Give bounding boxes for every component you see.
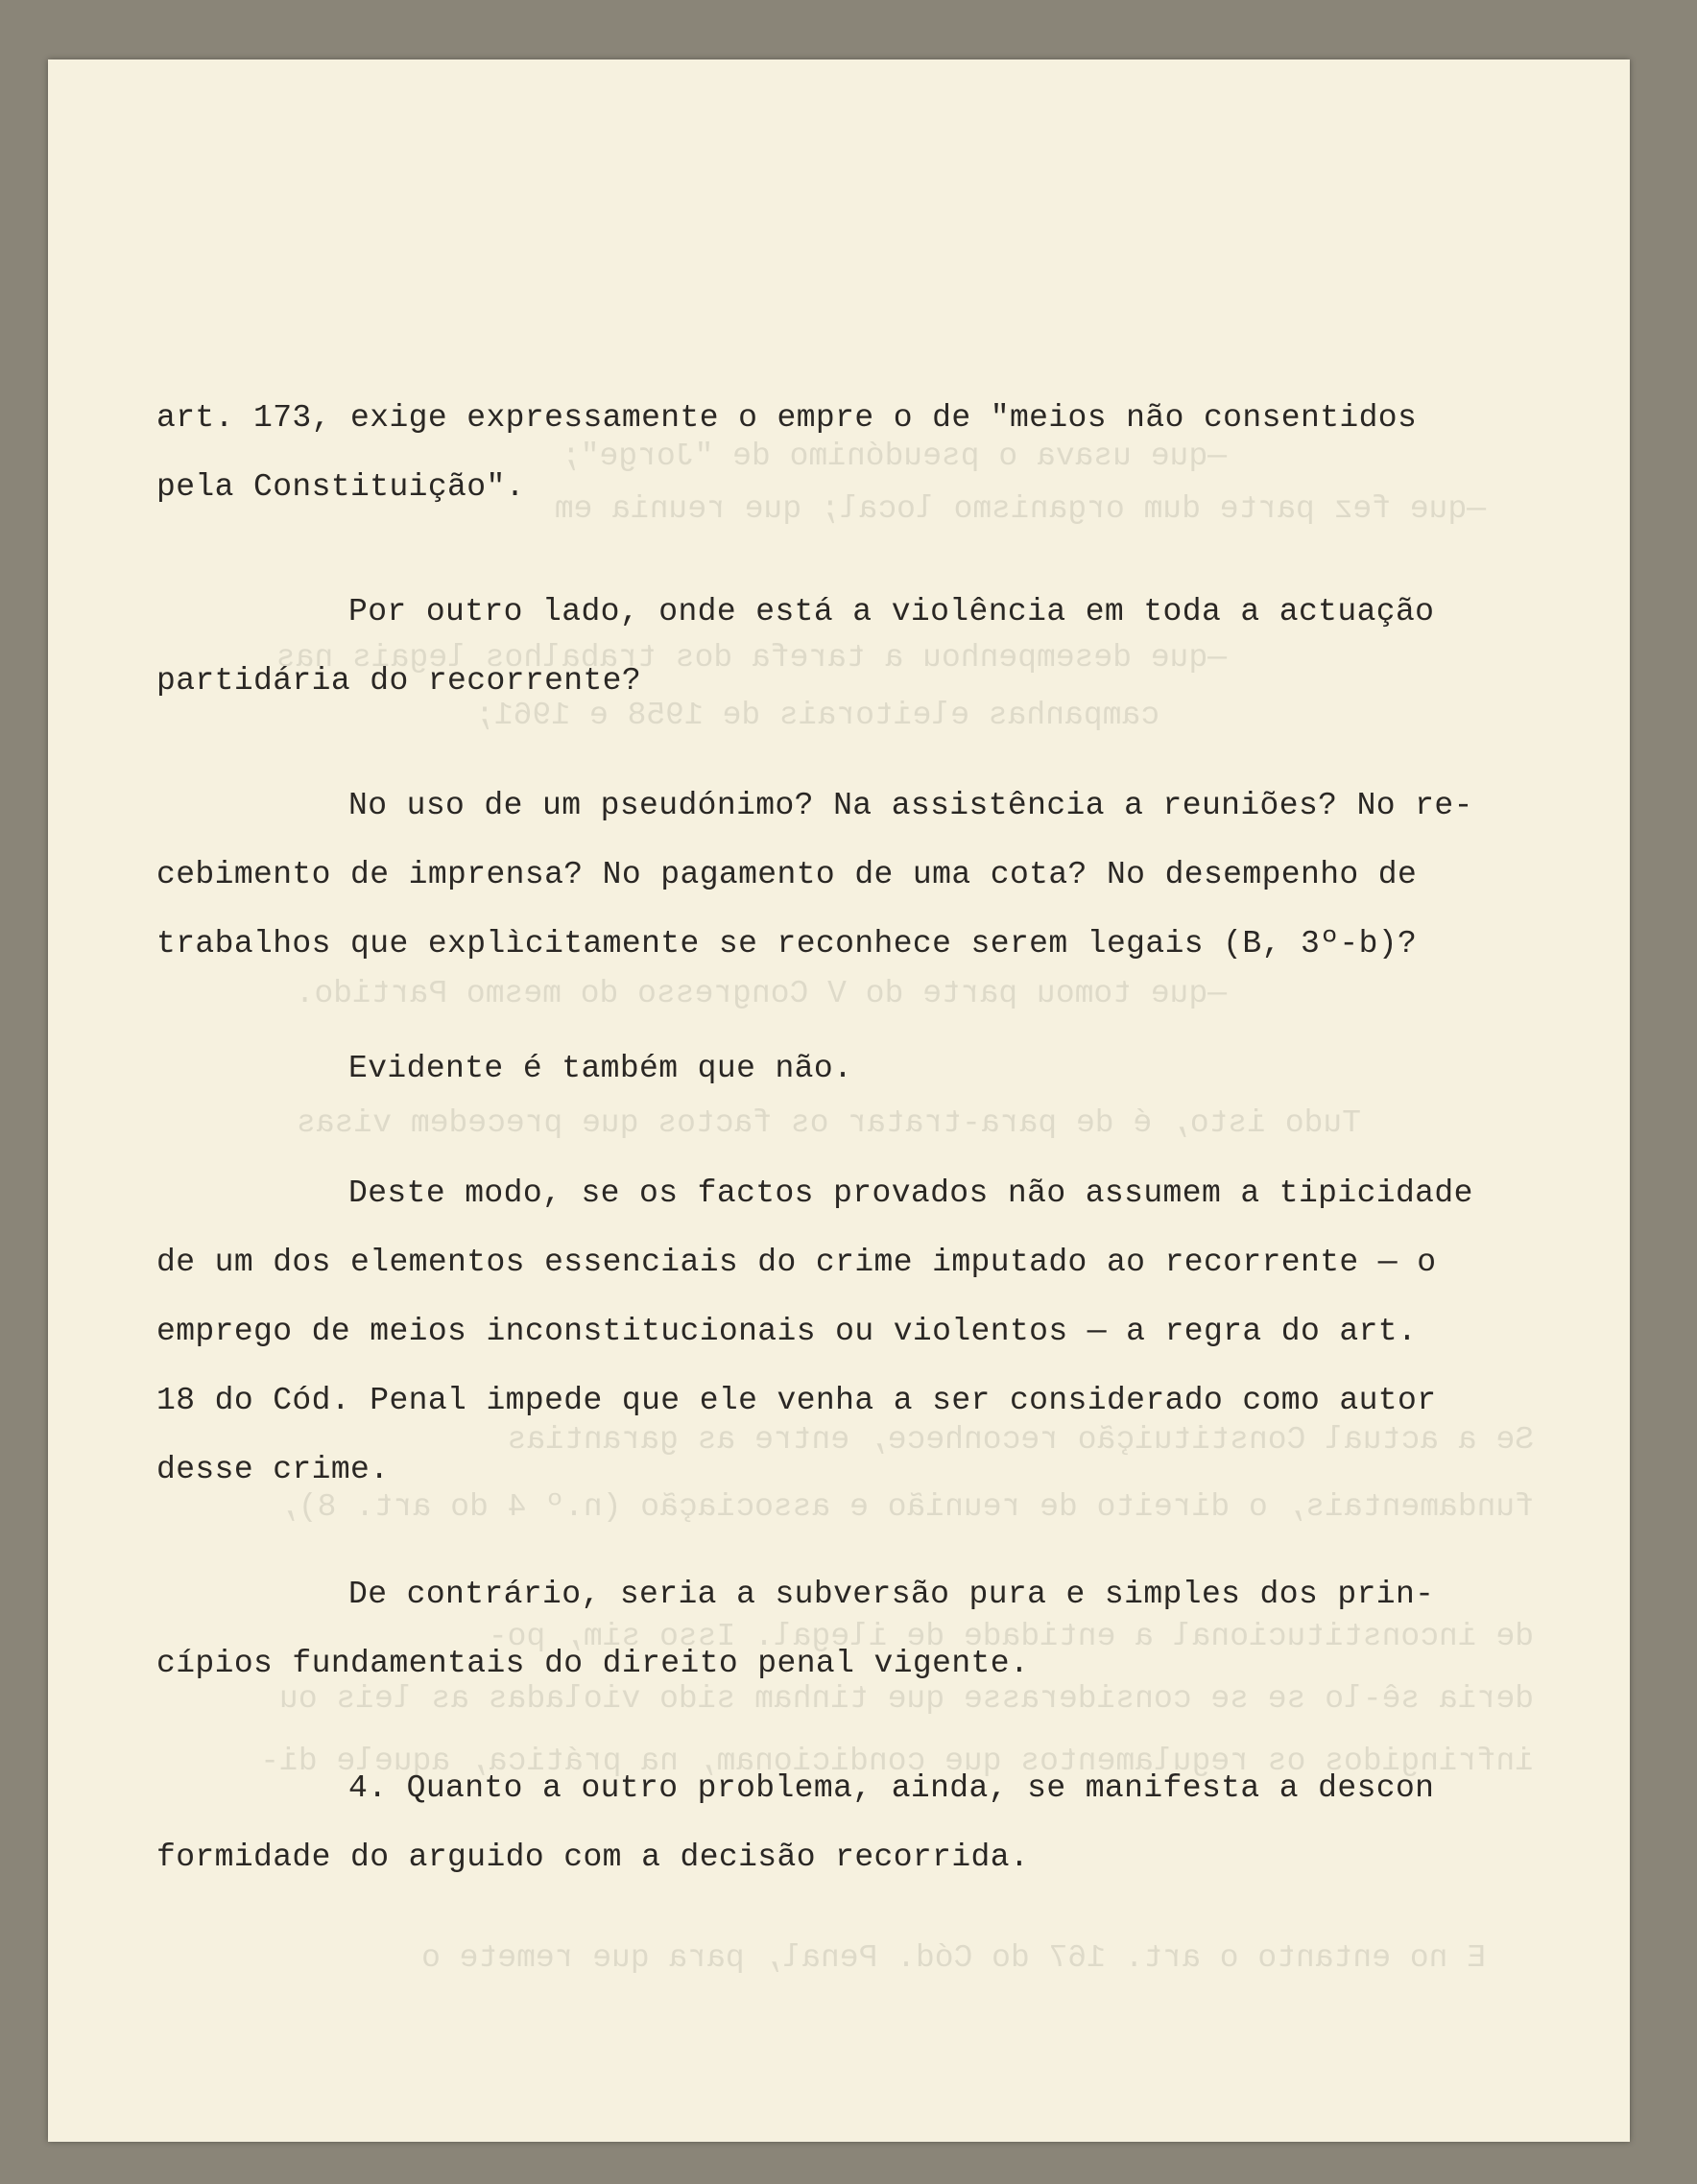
text-line: cípios fundamentais do direito penal vigente. — [156, 1646, 1030, 1681]
document-body — [156, 384, 1481, 1892]
text-line: Por outro lado, onde está a violência em toda a actuação — [348, 594, 1435, 629]
text-line: trabalhos que explìcitamente se reconhece serem legais (B, 3º-b)? — [156, 926, 1418, 961]
text-line: De contrário, seria a subversão pura e simples dos prin- — [348, 1577, 1435, 1612]
bleed-through-text: —que usava o pseudónimo de "Jorge"; —que fez parte dum organismo local; que reunia em —que desempenhou a tarefa dos trabalhos legais nas campanhas eleitorais de 1958 e 1961; —que tomou parte do V Congresso do mesmo Partido. Tudo isto, é de para-tratar os factos que precedem visas Se a actual Constituição reconhece, entre as garantias fundamentais, o direito de reunião e associação (n.º 4 do art. 8), de inconstitucional a entidade de ilegal. Isso sim, po- deria sê-lo se se considerasse que tinham sido violadas as leis ou infringidos os regulamentos que condicionam, na prática, aquele di- E no entanto o art. 167 do Cód. Penal, para que remete o — [260, 439, 1534, 1976]
paragraph — [156, 1560, 1481, 1698]
text-line: Evidente é também que não. — [348, 1051, 853, 1086]
text-line: No uso de um pseudónimo? Na assistência a reuniões? No re- — [348, 788, 1473, 823]
text-line: art. 173, exige expressamente o empre o de "meios não consentidos — [156, 400, 1418, 436]
text-line: 18 do Cód. Penal impede que ele venha a ser considerado como autor — [156, 1383, 1437, 1418]
text-line: desse crime. — [156, 1452, 390, 1487]
text-line: Deste modo, se os factos provados não assumem a tipicidade — [348, 1175, 1473, 1211]
paragraph — [156, 1159, 1481, 1505]
text-line: partidária do recorrente? — [156, 663, 642, 699]
paragraph — [156, 1754, 1481, 1892]
text-line: cebimento de imprensa? No pagamento de uma cota? No desempenho de — [156, 857, 1418, 892]
text-line: formidade do arguido com a decisão recorrida. — [156, 1840, 1030, 1875]
text-line: emprego de meios inconstitucionais ou violentos — a regra do art. — [156, 1314, 1418, 1349]
paragraph — [156, 1034, 1481, 1104]
typewritten-page — [48, 59, 1630, 2142]
text-line: pela Constituição". — [156, 469, 525, 505]
paragraph — [156, 578, 1481, 716]
paragraph — [156, 772, 1481, 979]
paragraph — [156, 384, 1481, 522]
text-line: de um dos elementos essenciais do crime imputado ao recorrente — o — [156, 1245, 1437, 1280]
text-line: 4. Quanto a outro problema, ainda, se manifesta a descon — [348, 1770, 1435, 1806]
